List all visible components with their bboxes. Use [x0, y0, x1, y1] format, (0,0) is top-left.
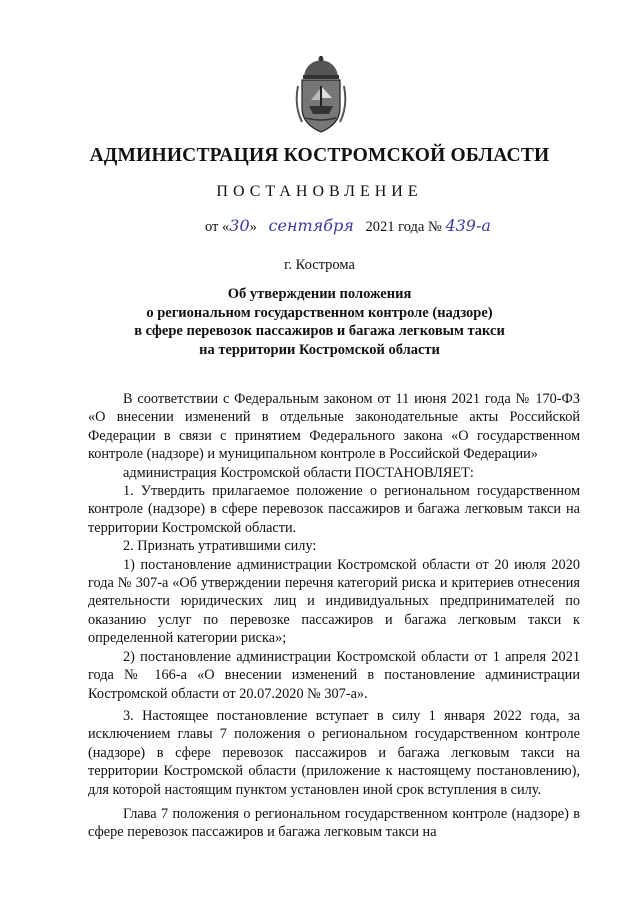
item-2-1: 1) постановление администрации Костромской области от 20 июля 2020 года № 307-а «Об утверждении перечня категорий риска и критериев отнесения деятельности юридических лиц и индивидуальных предпринимателей по оказанию услуг по перевозке пассажиров и багажа легковым такси к определенной категории риска»; — [88, 556, 580, 647]
item-1: 1. Утвердить прилагаемое положение о региональном государственном контроле (надзоре) в сфере перевозок пассажиров и багажа легковым такси на территории Костромской области. — [88, 483, 580, 536]
item-3-continuation: Глава 7 положения о региональном государственном контроле (надзоре) в сфере перевозок пассажиров и багажа легковым такси на — [88, 805, 580, 841]
intro-paragraph: В соответствии с Федеральным законом от 11 июня 2021 года № 170-ФЗ «О внесении изменений в отдельные законодательные акты Российской Федерации в связи с принятием Федерального закона «О государственном контроле (надзоре) и муниципальном контроле в Российской Федерации» — [88, 391, 580, 463]
subject-line: в сфере перевозок пассажиров и багажа легковым такси — [134, 323, 505, 340]
document-date-line — [205, 216, 491, 236]
date-year-text: 2021 года № — [365, 219, 442, 235]
city: г. Кострома — [284, 257, 355, 273]
subject-line: Об утверждении положения — [227, 286, 412, 302]
date-mid: » — [249, 219, 257, 235]
document-type: ПОСТАНОВЛЕНИЕ — [216, 183, 423, 200]
item-2-2: 2) постановление администрации Костромской области от 1 апреля 2021 года № 166-а «О внесении изменений в постановление администрации Костромской области от 20.07.2020 № 307-а». — [88, 648, 580, 702]
item-2: 2. Признать утратившими силу: — [123, 538, 317, 555]
handwritten-day: 30 — [229, 216, 250, 235]
handwritten-month: сентября — [268, 216, 354, 235]
organization-title: АДМИНИСТРАЦИЯ КОСТРОМСКОЙ ОБЛАСТИ — [89, 145, 550, 166]
kostroma-coat-of-arms-icon — [294, 56, 348, 136]
subject-line: о региональном государственном контроле (надзоре) — [146, 304, 493, 321]
item-3: 3. Настоящее постановление вступает в силу 1 января 2022 года, за исключением главы 7 положения о региональном государственном контроле (надзоре) в сфере перевозок пассажиров и багажа легковым такси на территории Костромской области (приложение к настоящему постановлению), для которой настоящим пунктом установлен иной срок вступления в силу. — [88, 707, 580, 798]
document-subject — [0, 285, 639, 359]
document-body — [88, 390, 580, 842]
decree-paragraph: администрация Костромской области ПОСТАНОВЛЯЕТ: — [123, 464, 474, 481]
handwritten-number: 439-а — [445, 216, 491, 235]
subject-line: на территории Костромской области — [199, 341, 440, 358]
date-prefix: от « — [205, 219, 230, 235]
